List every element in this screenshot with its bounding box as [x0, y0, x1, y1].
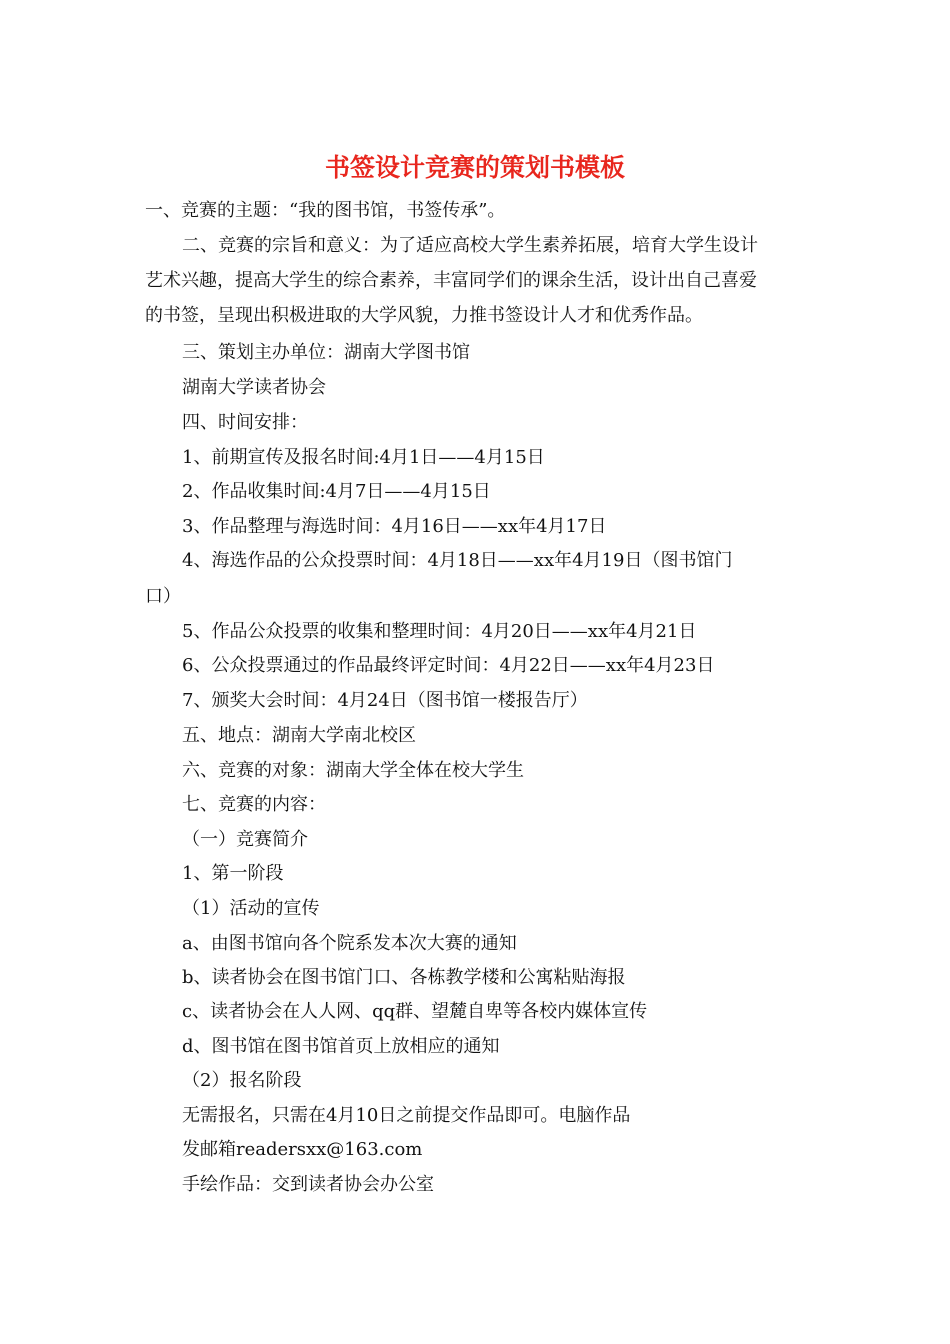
- text-line-schedule-heading: 四、时间安排：: [182, 412, 308, 433]
- text-line-schedule-item: 4、海选作品的公众投票时间：4月18日——xx年4月19日（图书馆门: [182, 550, 733, 571]
- text-line-schedule-item-cont: 口）: [145, 586, 181, 607]
- text-line-organizer-2: 湖南大学读者协会: [182, 377, 326, 398]
- text-line-schedule-item: 2、作品收集时间:4月7日——4月15日: [182, 481, 491, 502]
- text-line-participants: 六、竞赛的对象：湖南大学全体在校大学生: [182, 760, 524, 781]
- document-title: 书签设计竞赛的策划书模板: [324, 153, 625, 182]
- text-line-schedule-item: 3、作品整理与海选时间：4月16日——xx年4月17日: [182, 516, 607, 537]
- text-line-purpose-cont: 的书签，呈现出积极进取的大学风貌，力推书签设计人才和优秀作品。: [145, 305, 703, 326]
- text-line-content-heading: 七、竞赛的内容：: [182, 794, 326, 815]
- text-line-schedule-item: 1、前期宣传及报名时间:4月1日——4月15日: [182, 447, 545, 468]
- text-line-list-item: a、由图书馆向各个院系发本次大赛的通知: [182, 933, 517, 954]
- text-line-stage: 1、第一阶段: [182, 863, 284, 884]
- text-line-purpose-cont: 艺术兴趣，提高大学生的综合素养，丰富同学们的课余生活，设计出自己喜爱: [145, 270, 757, 291]
- text-line-handdrawn: 手绘作品：交到读者协会办公室: [182, 1174, 434, 1195]
- text-line-schedule-item: 7、颁奖大会时间：4月24日（图书馆一楼报告厅）: [182, 690, 588, 711]
- text-line-subheading: （1）活动的宣传: [182, 898, 320, 919]
- text-line-list-item: b、读者协会在图书馆门口、各栋教学楼和公寓粘贴海报: [182, 967, 626, 988]
- text-line-subheading: （一）竞赛简介: [182, 829, 308, 850]
- text-line-location: 五、地点：湖南大学南北校区: [182, 725, 416, 746]
- text-line-list-item: c、读者协会在人人网、qq群、望麓自卑等各校内媒体宣传: [182, 1001, 648, 1022]
- text-line-organizer: 三、策划主办单位：湖南大学图书馆: [182, 342, 470, 363]
- text-line-schedule-item: 5、作品公众投票的收集和整理时间：4月20日——xx年4月21日: [182, 621, 697, 642]
- text-line-list-item: d、图书馆在图书馆首页上放相应的通知: [182, 1036, 500, 1057]
- text-line-theme: 一、竞赛的主题：“我的图书馆，书签传承”。: [145, 200, 506, 221]
- text-line-purpose: 二、竞赛的宗旨和意义：为了适应高校大学生素养拓展，培育大学生设计: [182, 235, 758, 256]
- text-line-schedule-item: 6、公众投票通过的作品最终评定时间：4月22日——xx年4月23日: [182, 655, 715, 676]
- text-line-registration: 无需报名，只需在4月10日之前提交作品即可。电脑作品: [182, 1105, 631, 1126]
- text-line-subheading: （2）报名阶段: [182, 1070, 302, 1091]
- text-line-email: 发邮箱readersxx@163.com: [182, 1139, 423, 1160]
